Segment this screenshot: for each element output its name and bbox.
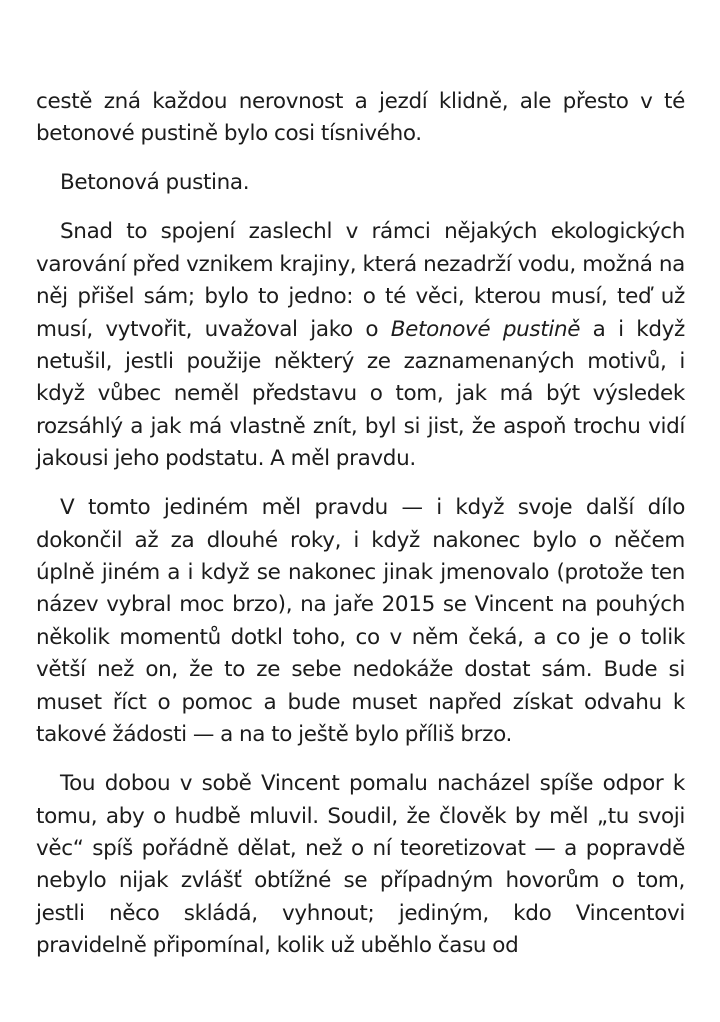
book-page bbox=[36, 86, 685, 979]
paragraph-text: Tou dobou v sobě Vincent pomalu nacházel spíše odpor k tomu, aby o hudbě mluvil. Soudil, že člověk by měl „tu svoji věc“ spíš pořádně dělat, než o ní teoretizovat — a popravdě nebylo nijak zvlášť obtížné se případným hovorům o tom, jestli něco skládá, vyhnout; jediným, kdo Vincentovi pravidelně připomínal, kolik už uběhlo času od bbox=[36, 771, 685, 959]
paragraph-text: cestě zná každou nerovnost a jezdí klidně, ale přesto v té betonové pustině bylo cosi tísnivého. bbox=[36, 89, 685, 147]
paragraph-5 bbox=[36, 768, 685, 962]
paragraph-text: Snad to spojení zaslechl v rámci nějakých ekologických varování před vznikem krajiny, která nezadrží vodu, možná na něj přišel sám; bylo to jedno: o té věci, kterou musí, teď už musí, vytvořit, uvažoval jako o bbox=[36, 219, 685, 342]
italic-title: Betonové pustině bbox=[390, 316, 581, 342]
paragraph-2 bbox=[36, 167, 685, 199]
paragraph-4 bbox=[36, 492, 685, 751]
paragraph-text: Betonová pustina. bbox=[60, 170, 250, 196]
paragraph-1 bbox=[36, 86, 685, 151]
paragraph-text: V tomto jediném měl pravdu — i když svoje další dílo dokončil až za dlouhé roky, i když nakonec bylo o něčem úplně jiném a i když se nakonec jinak jmenovalo (protože ten název vybral moc brzo), na jaře 2015 se Vincent na pouhých několik momentů dotkl toho, co v něm čeká, a co je o tolik větší než on, že to ze sebe nedokáže dostat sám. Bude si muset říct o pomoc a bude muset napřed získat odvahu k takové žádosti — a na to ještě bylo příliš brzo. bbox=[36, 495, 685, 748]
paragraph-3 bbox=[36, 216, 685, 475]
paragraph-text: a i když netušil, jestli použije některý ze zaznamenaných motivů, i když vůbec neměl představu o tom, jak má být výsledek rozsáhlý a jak má vlastně znít, byl si jist, že aspoň trochu vidí jakousi jeho podstatu. A měl pravdu. bbox=[36, 316, 685, 472]
